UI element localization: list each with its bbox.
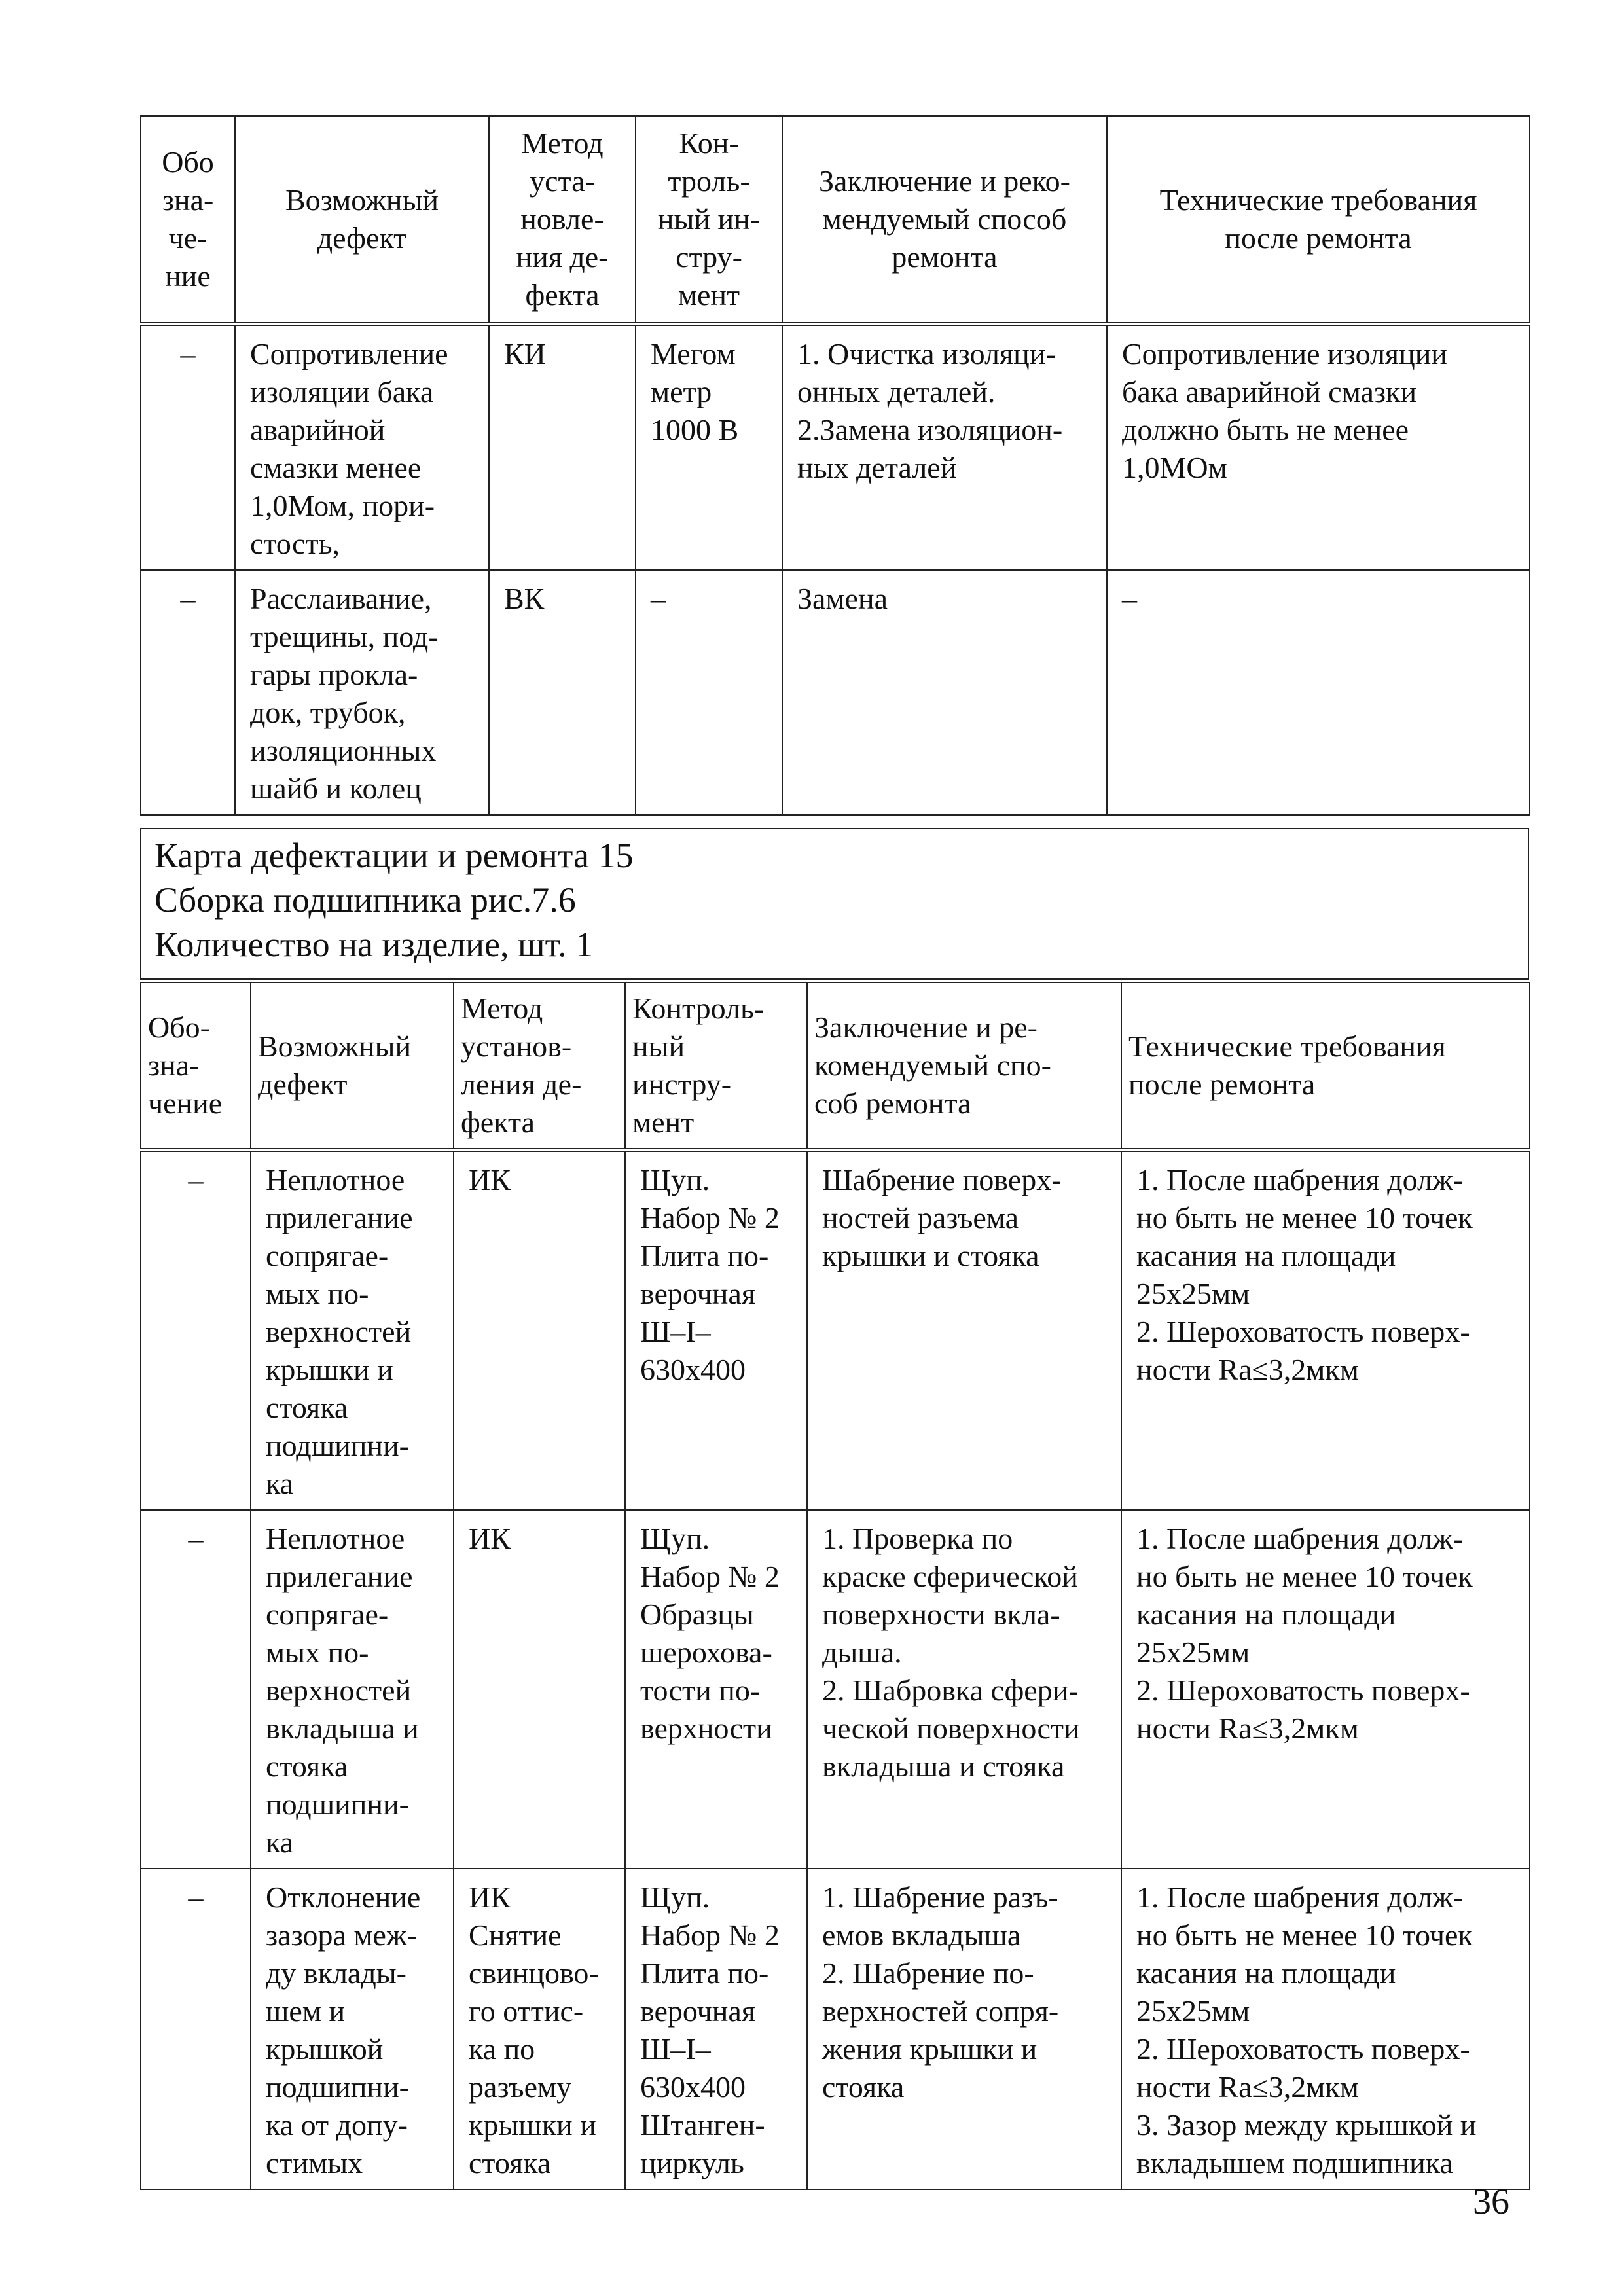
defect-table-continued (140, 115, 1530, 816)
cell-defect: Неплотное прилегание сопрягае- мых по- верхностей вкладыша и стояка подшипни- ка (251, 1510, 454, 1869)
cell-conclusion: 1. Очистка изоляци- онных деталей. 2.Замена изоляцион- ных деталей (782, 324, 1107, 570)
header-control-tool: Кон- троль- ный ин- стру- мент (636, 116, 782, 324)
header-designation: Обо- зна- чение (141, 982, 251, 1150)
cell-requirements: – (1107, 570, 1530, 815)
cell-defect: Расслаивание, трещины, под- гары прокла- док, трубок, изоляционных шайб и колец (235, 570, 489, 815)
table-row (141, 324, 1530, 570)
cell-designation: – (141, 1869, 251, 2189)
header-possible-defect: Возможный дефект (235, 116, 489, 324)
header-tech-requirements: Технические требования после ремонта (1121, 982, 1530, 1150)
page-number: 36 (1473, 2181, 1509, 2222)
table-row (141, 570, 1530, 815)
header-tech-requirements: Технические требования после ремонта (1107, 116, 1530, 324)
cell-conclusion: Замена (782, 570, 1107, 815)
table-header-row (141, 982, 1530, 1150)
table-row (141, 1150, 1530, 1510)
cell-method: КИ (489, 324, 636, 570)
cell-requirements: Сопротивление изоляции бака аварийной смазки должно быть не менее 1,0МОм (1107, 324, 1530, 570)
cell-defect: Сопротивление изоляции бака аварийной смазки менее 1,0Мом, пори- стость, (235, 324, 489, 570)
cell-designation: – (141, 1150, 251, 1510)
cell-tool: Щуп. Набор № 2 Образцы шерохова- тости по- верхности (625, 1510, 807, 1869)
card-assembly: Сборка подшипника рис.7.6 (154, 880, 576, 920)
header-conclusion: Заключение и реко- мендуемый способ ремонта (782, 116, 1107, 324)
table-row (141, 1510, 1530, 1869)
cell-requirements: 1. После шабрения долж- но быть не менее 10 точек касания на площади 25х25мм 2. Шероховатость поверх- ности Ra≤3,2мкм 3. Зазор между крышкой и вкладышем подшипника (1121, 1869, 1530, 2189)
table-row (141, 1869, 1530, 2189)
header-designation: Обо зна- че- ние (141, 116, 235, 324)
cell-tool: Щуп. Набор № 2 Плита по- верочная Ш–I– 630х400 (625, 1150, 807, 1510)
header-possible-defect: Возможный дефект (251, 982, 454, 1150)
table-header-row (141, 116, 1530, 324)
card-quantity: Количество на изделие, шт. 1 (154, 925, 594, 964)
header-conclusion: Заключение и ре- комендуемый спо- соб ремонта (807, 982, 1121, 1150)
header-detection-method: Метод уста- новле- ния де- фекта (489, 116, 636, 324)
defect-table-card-15 (140, 982, 1530, 2190)
cell-requirements: 1. После шабрения долж- но быть не менее 10 точек касания на площади 25х25мм 2. Шероховатость поверх- ности Ra≤3,2мкм (1121, 1510, 1530, 1869)
header-detection-method: Метод установ- ления де- фекта (454, 982, 625, 1150)
cell-conclusion: 1. Шабрение разъ- емов вкладыша 2. Шабрение по- верхностей сопря- жения крышки и стояка (807, 1869, 1121, 2189)
cell-requirements: 1. После шабрения долж- но быть не менее 10 точек касания на площади 25х25мм 2. Шероховатость поверх- ности Ra≤3,2мкм (1121, 1150, 1530, 1510)
cell-tool: Щуп. Набор № 2 Плита по- верочная Ш–I– 630х400 Штанген- циркуль (625, 1869, 807, 2189)
cell-method: ИК (454, 1510, 625, 1869)
repair-card-header (140, 828, 1529, 980)
cell-designation: – (141, 1510, 251, 1869)
cell-designation: – (141, 324, 235, 570)
cell-tool: – (636, 570, 782, 815)
cell-conclusion: 1. Проверка по краске сферической поверхности вкла- дыша. 2. Шабровка сфери- ческой поверхности вкладыша и стояка (807, 1510, 1121, 1869)
cell-method: ИК Снятие свинцово- го оттис- ка по разъему крышки и стояка (454, 1869, 625, 2189)
cell-defect: Неплотное прилегание сопрягае- мых по- верхностей крышки и стояка подшипни- ка (251, 1150, 454, 1510)
cell-tool: Мегом метр 1000 В (636, 324, 782, 570)
cell-method: ИК (454, 1150, 625, 1510)
cell-method: ВК (489, 570, 636, 815)
cell-designation: – (141, 570, 235, 815)
cell-defect: Отклонение зазора меж- ду вклады- шем и крышкой подшипни- ка от допу- стимых (251, 1869, 454, 2189)
cell-conclusion: Шабрение поверх- ностей разъема крышки и стояка (807, 1150, 1121, 1510)
card-title: Карта дефектации и ремонта 15 (154, 836, 634, 875)
header-control-tool: Контроль- ный инстру- мент (625, 982, 807, 1150)
